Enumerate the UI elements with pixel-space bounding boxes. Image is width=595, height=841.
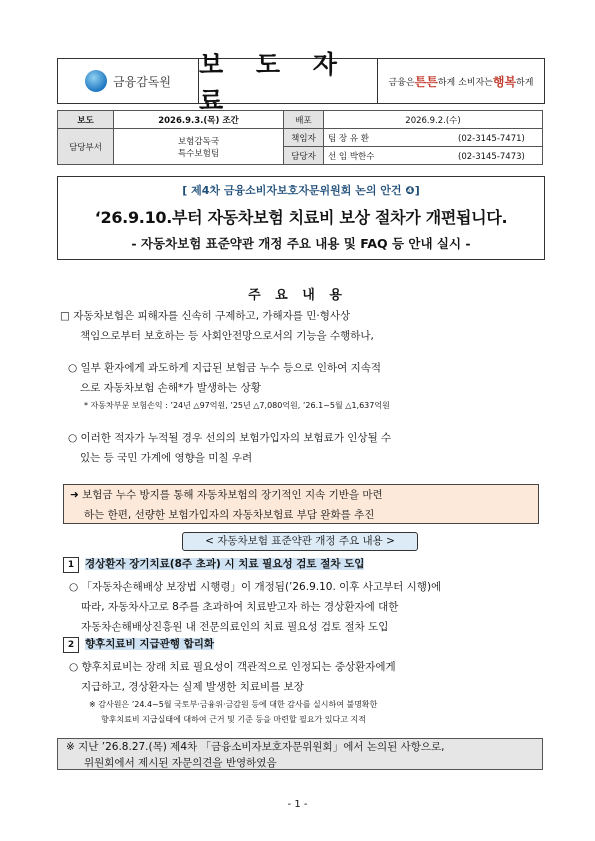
loss-footnote: * 자동차부문 보험손익 : ’24년 △97억원, ’25년 △7,080억원, ’26.1~5월 △1,637억원 <box>84 401 390 410</box>
committee-note <box>57 738 543 770</box>
section-title: 주 요 내 용 <box>248 288 347 303</box>
distribution-date: 2026.9.2.(수) <box>324 111 543 129</box>
slogan <box>378 59 544 103</box>
agenda-line: [ 제4차 금융소비자보호자문위원회 논의 안건 ❹] <box>182 184 420 197</box>
staff-phone: (02-3145-7473) <box>458 151 525 162</box>
section-2-body <box>63 657 540 727</box>
paragraph-2 <box>68 358 540 414</box>
page-number: - 1 - <box>287 799 308 810</box>
paragraph-2-line-1: ○ 일부 환자에게 과도하게 지급된 보험금 누수 등으로 인하여 지속적 <box>68 362 382 374</box>
department-line-2: 특수보험팀 <box>177 148 220 159</box>
slogan-part: 하게 <box>516 77 534 88</box>
paragraph-2-line-2: 으로 자동차보험 손해*가 발생하는 상황 <box>80 382 261 394</box>
section-2-heading <box>63 636 540 653</box>
fss-logo-icon <box>85 70 107 92</box>
goal-line-1: ➜ 보험금 누수 방지를 통해 자동차보험의 장기적인 지속 기반을 마련 <box>70 489 383 501</box>
section-1-body <box>63 577 540 637</box>
staff-label: 담당자 <box>284 147 324 165</box>
audit-note-line-2: 향후치료비 지급실태에 대하여 근거 및 기준 등을 마련할 필요가 있다고 지적 <box>101 715 366 724</box>
distribution-label: 배포 <box>284 111 324 129</box>
section-2-line-2: 지급하고, 경상환자는 실제 발생한 치료비를 보장 <box>81 681 304 693</box>
release-label: 보도 <box>58 111 114 129</box>
logo-text: 금융감독원 <box>113 74 171 89</box>
paragraph-3-line-1: ○ 이러한 적자가 누적될 경우 선의의 보험가입자의 보험료가 인상될 수 <box>68 432 392 444</box>
section-2-number: 2 <box>63 637 79 653</box>
slogan-part: 하게 소비자는 <box>437 77 493 88</box>
slogan-emphasis-1: 튼튼 <box>414 74 438 89</box>
paragraph-1 <box>60 306 540 346</box>
section-2 <box>63 636 540 727</box>
committee-note-line-1: ※ 지난 ’26.8.27.(목) 제4차 「금융소비자보호자문위원회」에서 논의된 사항으로, <box>66 741 445 753</box>
section-1-heading <box>63 556 540 573</box>
section-2-line-1: ○ 향후치료비는 장래 치료 필요성이 객관적으로 인정되는 중상환자에게 <box>69 661 396 673</box>
committee-note-line-2: 위원회에서 제시된 자문의견을 반영하였음 <box>84 757 277 769</box>
paragraph-1-line-1: □ 자동차보험은 피해자를 신속히 구제하고, 가해자를 민·형사상 <box>60 310 351 322</box>
staff-contact <box>324 147 543 165</box>
department-label: 담당부서 <box>58 129 114 165</box>
responsible-name: 팀 장 유 환 <box>328 133 369 144</box>
section-1-title: 경상환자 장기치료(8주 초과) 시 치료 필요성 검토 절차 도입 <box>85 558 365 570</box>
paragraph-3-line-2: 있는 등 국민 가계에 영향을 미칠 우려 <box>80 452 253 464</box>
paragraph-1-line-2: 책임으로부터 보호하는 등 사회안전망으로서의 기능을 수행하나, <box>80 330 374 342</box>
section-1 <box>63 556 540 637</box>
paragraph-3 <box>68 428 540 468</box>
subheadline: - 자동차보험 표준약관 개정 주요 내용 및 FAQ 등 안내 실시 - <box>131 236 471 251</box>
headline-banner <box>57 176 545 260</box>
slogan-part: 금융은 <box>388 77 415 88</box>
audit-note-line-1: ※ 감사원은 ’24.4~5월 국토부·금융위·금감원 등에 대한 감사를 실시하여 불명확한 <box>89 700 378 709</box>
document-title: 보 도 자 료 <box>199 59 378 103</box>
staff-name: 선 임 박한수 <box>328 151 375 162</box>
press-release-header <box>57 50 545 115</box>
goal-box <box>63 484 539 524</box>
section-2-title: 향후치료비 지급관행 합리화 <box>85 638 215 650</box>
release-date: 2026.9.3.(목) 조간 <box>114 111 284 129</box>
department-name <box>114 129 284 165</box>
logo-area <box>58 59 199 103</box>
goal-line-2: 하는 한편, 선량한 보험가입자의 자동차보험료 부담 완화를 추진 <box>84 509 375 521</box>
section-1-line-3: 자동차손해배상진흥원 내 전문의료인의 치료 필요성 검토 절차 도입 <box>81 621 389 633</box>
revision-heading: < 자동차보험 표준약관 개정 주요 내용 > <box>182 532 418 551</box>
section-1-line-1: ○ 「자동차손해배상 보장법 시행령」이 개정됨(’26.9.10. 이후 사고부터 시행)에 <box>69 581 442 593</box>
responsible-label: 책임자 <box>284 129 324 147</box>
section-1-line-2: 따라, 자동차사고로 8주를 초과하여 치료받고자 하는 경상환자에 대한 <box>81 601 399 613</box>
responsible-contact <box>324 129 543 147</box>
slogan-emphasis-2: 행복 <box>492 74 517 89</box>
responsible-phone: (02-3145-7471) <box>458 133 525 144</box>
section-1-number: 1 <box>63 557 79 573</box>
release-info-table <box>57 110 543 165</box>
headline: ‘26.9.10.부터 자동차보험 치료비 보상 절차가 개편됩니다. <box>94 208 508 227</box>
department-line-1: 보험감독국 <box>177 136 220 147</box>
